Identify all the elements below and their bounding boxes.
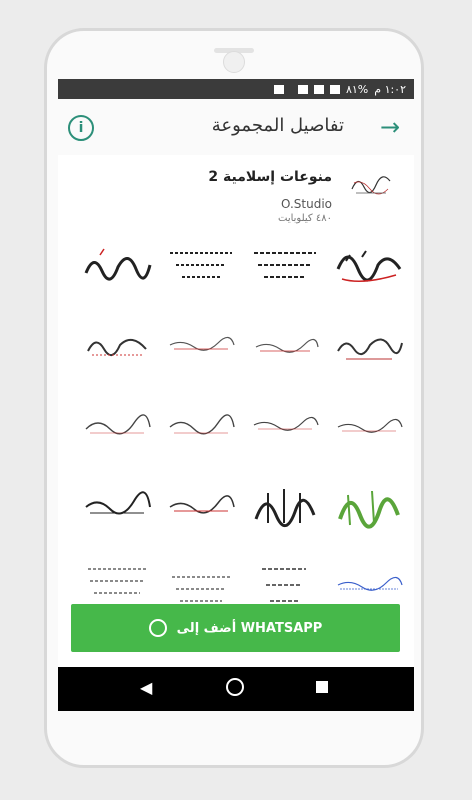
sticker-allahu-akbar[interactable]	[248, 475, 322, 535]
status-bar	[58, 79, 414, 99]
page-title: تفاصيل المجموعة	[211, 115, 344, 136]
toolbar	[58, 99, 414, 155]
pack-header	[58, 155, 414, 229]
signal-icon	[314, 85, 324, 94]
sticker-inshallah[interactable]	[332, 395, 406, 455]
pack-publisher: O.Studio	[281, 197, 332, 211]
status-battery: %٨١	[345, 82, 369, 96]
sticker-calligraphy-black[interactable]	[80, 475, 154, 535]
sticker-wa-alaykum-salam-1[interactable]	[248, 235, 322, 295]
sticker-wa-alaykum-salam-2[interactable]	[164, 235, 238, 295]
info-icon[interactable]: i	[68, 115, 94, 141]
sticker-allahumma-amin[interactable]	[80, 315, 154, 375]
pack-name: منوعات إسلامية 2	[208, 169, 332, 185]
sticker-fi-amanillah[interactable]	[80, 395, 154, 455]
status-time: ١:٠٢ م	[374, 82, 406, 96]
sticker-assalamu-alaykum-1[interactable]	[80, 235, 154, 295]
sticker-marhaban[interactable]	[332, 235, 406, 295]
sticker-assalamu-alaykum-2[interactable]	[248, 315, 322, 375]
nav-home-icon[interactable]	[226, 678, 244, 696]
sticker-jazakallah[interactable]	[164, 395, 238, 455]
sticker-tahura[interactable]	[248, 395, 322, 455]
sticker-shukran[interactable]	[332, 315, 406, 375]
arrow-back-icon[interactable]: →	[379, 113, 401, 141]
navigation-bar	[58, 667, 414, 711]
sticker-calligraphy-red[interactable]	[164, 475, 238, 535]
phone-camera	[223, 51, 245, 73]
whatsapp-icon	[149, 619, 167, 637]
add-to-whatsapp-label: أضف إلى WHATSAPP	[176, 620, 323, 636]
pack-tray-image	[348, 169, 394, 199]
sim-icon	[298, 85, 308, 94]
add-to-whatsapp-button[interactable]	[71, 604, 400, 652]
nav-recent-apps-icon[interactable]	[316, 681, 328, 693]
screen	[58, 79, 414, 711]
sticker-la-hawla-green[interactable]	[332, 475, 406, 535]
cast-icon	[274, 85, 284, 94]
sticker-wa-alaykum-salam-3[interactable]	[164, 315, 238, 375]
pack-size: ٤٨٠ كيلوبايت	[278, 213, 332, 224]
nav-back-icon[interactable]: ◀	[140, 678, 153, 697]
battery-icon	[330, 85, 340, 94]
